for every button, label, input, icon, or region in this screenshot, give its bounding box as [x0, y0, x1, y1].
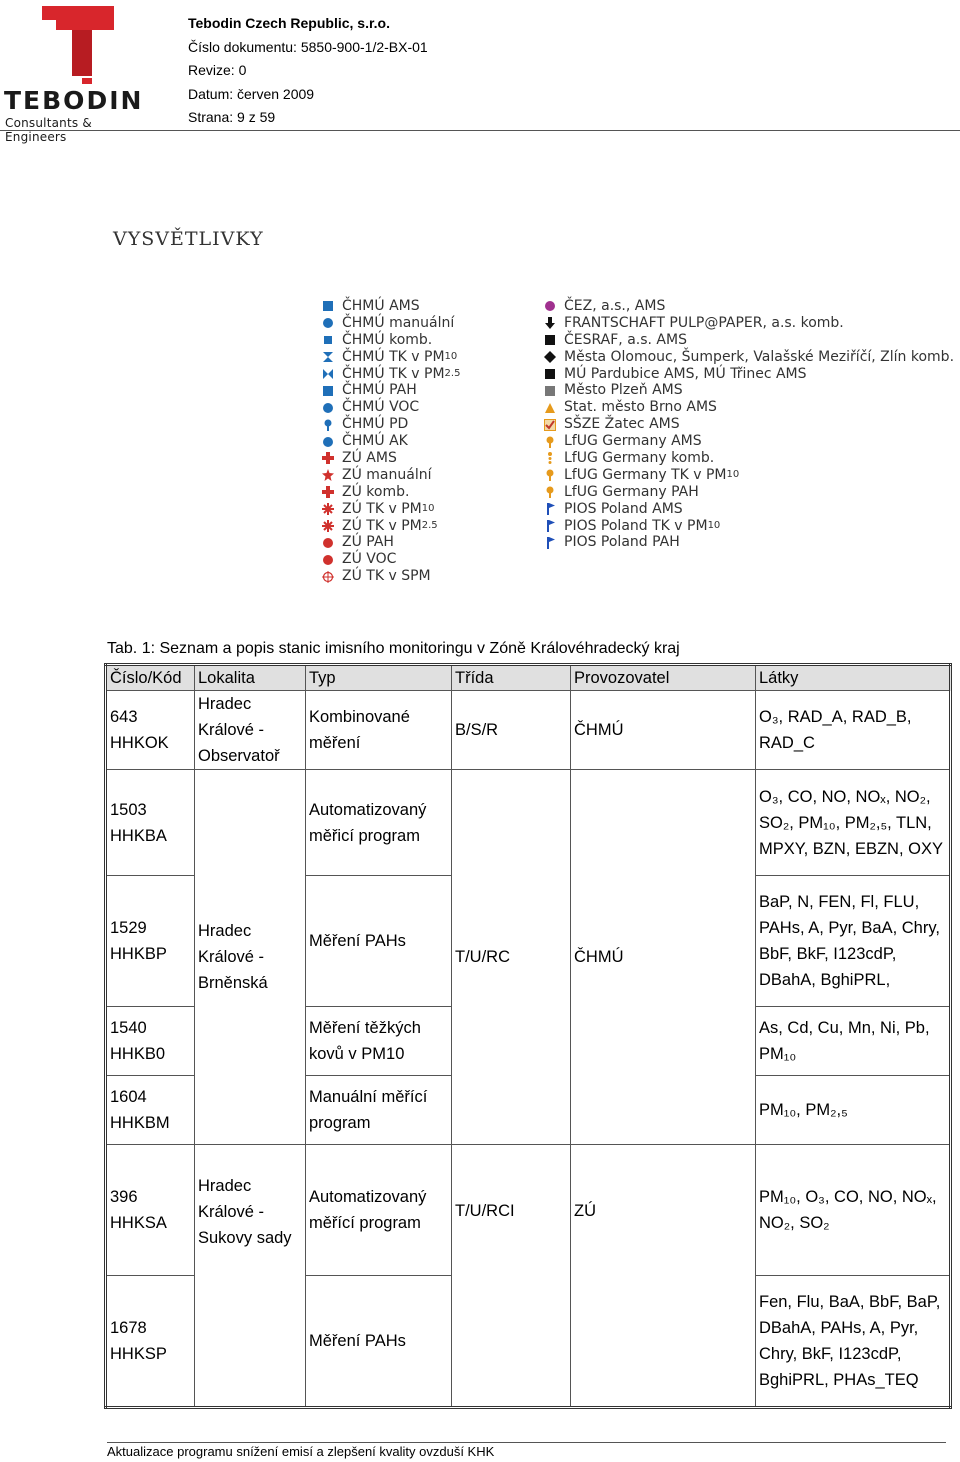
cell-code: [106, 691, 195, 770]
doc-number: Číslo dokumentu: 5850-900-1/2-BX-01: [188, 38, 428, 55]
type-line: Automatizovaný: [309, 1188, 427, 1206]
legend-item: [322, 298, 460, 315]
station-number: 1529: [110, 919, 147, 937]
cell-class: T/U/RCI: [452, 1145, 571, 1408]
header-cell-code: Číslo/Kód: [106, 665, 195, 691]
cell-substances: O₃, CO, NO, NOₓ, NO₂, SO₂, PM₁₀, PM₂,₅, TLN, MPXY, BZN, EBZN, OXY: [756, 770, 951, 876]
legend-label: PIOS Poland TK v PM: [564, 517, 708, 534]
cell-operator: ČHMÚ: [571, 691, 756, 770]
legend-item: [322, 484, 460, 501]
cell-type: [306, 770, 452, 876]
locality-line: Observatoř: [198, 747, 280, 765]
blue-flag-icon: [544, 520, 556, 532]
legend-item: [544, 518, 954, 535]
legend-label: Město Plzeň AMS: [564, 382, 683, 399]
red-cross-icon: [322, 486, 334, 498]
legend-label: ČHMÚ manuální: [342, 314, 455, 331]
legend-item: [322, 399, 460, 416]
station-table: [104, 663, 952, 1409]
black-square-icon: [544, 334, 556, 346]
document-header-info: [188, 12, 428, 130]
legend-label: FRANTSCHAFT PULP@PAPER, a.s. komb.: [564, 314, 844, 331]
legend-label: ČHMÚ PAH: [342, 382, 417, 399]
legend-label: Města Olomouc, Šumperk, Valašské Meziříčí, Zlín komb.: [564, 348, 955, 365]
logo-tagline: Consultants & Engineers: [5, 116, 92, 144]
legend-label: ZÚ VOC: [342, 551, 397, 568]
red-star-icon: [322, 469, 334, 481]
type-line: Manuální měřící: [309, 1088, 428, 1106]
legend-label-subscript: 10: [707, 519, 721, 531]
legend-label-subscript: 2.5: [444, 367, 461, 379]
legend-label-subscript: 10: [726, 468, 740, 480]
cell-type: [306, 1076, 452, 1145]
cell-operator: ZÚ: [571, 1145, 756, 1408]
doc-date: Datum: červen 2009: [188, 85, 315, 102]
blue-hourglass-icon: [322, 351, 334, 363]
legend-item: [322, 467, 460, 484]
legend-item: [544, 366, 954, 383]
legend-item: [544, 416, 954, 433]
blue-square-icon: [322, 385, 334, 397]
blue-small-square-icon: [322, 334, 334, 346]
locality-line: Hradec: [198, 695, 252, 713]
legend-label: LfUG Germany AMS: [564, 433, 702, 450]
tebodin-t-mark-icon: [42, 6, 114, 84]
type-line: měřící program: [309, 1214, 421, 1232]
black-down-arrow-icon: [544, 317, 556, 329]
locality-line: Hradec: [198, 922, 252, 940]
legend-label-subscript: 10: [444, 350, 458, 362]
locality-line: Králové -: [198, 1203, 265, 1221]
gray-square-icon: [544, 385, 556, 397]
legend-label: ČHMÚ TK v PM: [342, 348, 445, 365]
legend-item: [544, 501, 954, 518]
station-code: HHKSA: [110, 1214, 167, 1232]
table-row: [106, 1145, 951, 1276]
station-code: HHKBM: [110, 1114, 170, 1132]
legend-item: [322, 551, 460, 568]
cell-code: [106, 1007, 195, 1076]
company-name: Tebodin Czech Republic, s.r.o.: [188, 15, 390, 31]
station-number: 1540: [110, 1019, 147, 1037]
legend-label: ZÚ TK v SPM: [342, 568, 431, 585]
legend-column-right: [544, 298, 954, 551]
header-cell-substances: Látky: [756, 665, 951, 691]
cell-type: [306, 1145, 452, 1276]
legend-label: PIOS Poland PAH: [564, 534, 680, 551]
legend-item: [322, 433, 460, 450]
legend-label: ČHMÚ AK: [342, 433, 408, 450]
legend-item: [322, 416, 460, 433]
station-code: HHKB0: [110, 1045, 166, 1063]
cell-locality: [195, 770, 306, 1145]
purple-circle-icon: [544, 300, 556, 312]
cell-type: [306, 691, 452, 770]
orange-dots-icon: [544, 452, 556, 464]
cell-operator: ČHMÚ: [571, 770, 756, 1145]
red-asterisk-icon: [322, 503, 334, 515]
legend-item: [544, 382, 954, 399]
cell-code: [106, 1076, 195, 1145]
legend-item: [544, 534, 954, 551]
page-number: Strana: 9 z 59: [188, 109, 276, 125]
legend-item: [544, 332, 954, 349]
legend-label: ZÚ PAH: [342, 534, 394, 551]
type-line: Měření těžkých: [309, 1019, 421, 1037]
table-caption: Tab. 1: Seznam a popis stanic imisního monitoringu v Zóně Královéhradecký kraj: [107, 640, 680, 657]
legend-item: [322, 332, 460, 349]
cell-substances: PM₁₀, PM₂,₅: [756, 1076, 951, 1145]
red-circle-icon: [322, 537, 334, 549]
blue-pin-icon: [322, 419, 334, 431]
blue-flag-icon: [544, 503, 556, 515]
legend-label: ČEZ, a.s., AMS: [564, 298, 666, 314]
header-cell-locality: Lokalita: [195, 665, 306, 691]
cell-substances: PM₁₀, O₃, CO, NO, NOₓ, NO₂, SO₂: [756, 1145, 951, 1276]
logo-brand-text: TEBODIN: [4, 86, 144, 115]
orange-check-icon: [544, 419, 556, 431]
legend-item: [322, 450, 460, 467]
locality-line: Králové -: [198, 948, 265, 966]
cell-locality: [195, 1145, 306, 1408]
orange-pin-icon: [544, 436, 556, 448]
cell-code: [106, 1276, 195, 1408]
black-diamond-icon: [544, 351, 556, 363]
cell-type: Měření PAHs: [306, 876, 452, 1007]
locality-line: Sukovy sady: [198, 1229, 292, 1247]
cell-type: [306, 1007, 452, 1076]
station-code: HHKOK: [110, 734, 169, 752]
legend-item: [322, 568, 460, 585]
cell-class: T/U/RC: [452, 770, 571, 1145]
blue-circle-icon: [322, 402, 334, 414]
legend-label: LfUG Germany TK v PM: [564, 466, 727, 483]
legend-label-subscript: 10: [421, 502, 435, 514]
legend-label: MÚ Pardubice AMS, MÚ Třinec AMS: [564, 365, 807, 382]
station-number: 1604: [110, 1088, 147, 1106]
page-footer: Aktualizace programu snížení emisí a zlepšení kvality ovzduší KHK: [107, 1444, 495, 1459]
legend-label: ČHMÚ VOC: [342, 399, 420, 416]
legend-label: ZÚ manuální: [342, 466, 432, 483]
revision: Revize: 0: [188, 62, 247, 78]
table-row: [106, 770, 951, 876]
legend-column-left: [322, 298, 460, 585]
legend-item: [544, 433, 954, 450]
cell-substances: BaP, N, FEN, Fl, FLU, PAHs, A, Pyr, BaA, Chry, BbF, BkF, I123cdP, DBahA, BghiPRL,: [756, 876, 951, 1007]
station-code: HHKBP: [110, 945, 167, 963]
legend-item: [544, 467, 954, 484]
type-line: kovů v PM10: [309, 1045, 405, 1063]
red-crosshair-icon: [322, 571, 334, 583]
cell-substances: O₃, RAD_A, RAD_B, RAD_C: [756, 691, 951, 770]
station-number: 643: [110, 708, 138, 726]
orange-triangle-icon: [544, 402, 556, 414]
table-header-row: [106, 665, 951, 691]
blue-circle-icon: [322, 317, 334, 329]
cell-substances: Fen, Flu, BaA, BbF, BaP, DBahA, PAHs, A, Pyr, Chry, BkF, I123cdP, BghiPRL, PHAs_TEQ: [756, 1276, 951, 1408]
legend-item: [322, 518, 460, 535]
header-divider: [0, 130, 960, 131]
legend-item: [544, 484, 954, 501]
station-number: 1503: [110, 800, 147, 819]
cell-substances: As, Cd, Cu, Mn, Ni, Pb, PM₁₀: [756, 1007, 951, 1076]
table-row: [106, 691, 951, 770]
legend-label: Stat. město Brno AMS: [564, 399, 717, 416]
cell-code: [106, 770, 195, 876]
header-cell-type: Typ: [306, 665, 452, 691]
legend-item: [322, 366, 460, 383]
blue-square-icon: [322, 300, 334, 312]
locality-line: Králové -: [198, 721, 265, 739]
legend-item: [322, 501, 460, 518]
legend-item: [322, 315, 460, 332]
legend-label: LfUG Germany PAH: [564, 483, 699, 500]
cell-type: Měření PAHs: [306, 1276, 452, 1408]
legend-label: ZÚ komb.: [342, 483, 410, 500]
legend-label-subscript: 2.5: [421, 519, 438, 531]
station-number: 1678: [110, 1319, 147, 1337]
legend-item: [322, 534, 460, 551]
red-circle-icon: [322, 554, 334, 566]
legend-item: [544, 298, 954, 315]
tebodin-logo: [4, 6, 154, 144]
legend-label: ČHMÚ AMS: [342, 298, 420, 314]
legend-item: [322, 382, 460, 399]
station-number: 396: [110, 1188, 138, 1206]
legend-label: ČHMÚ PD: [342, 416, 409, 433]
legend-label: ZÚ AMS: [342, 450, 397, 467]
legend-item: [544, 315, 954, 332]
legend-label: ZÚ TK v PM: [342, 500, 422, 517]
legend-item: [544, 399, 954, 416]
locality-line: Brněnská: [198, 974, 268, 992]
footer-divider: [107, 1442, 946, 1443]
type-line: Automatizovaný: [309, 800, 427, 819]
red-asterisk-icon: [322, 520, 334, 532]
legend-label: LfUG Germany komb.: [564, 450, 715, 467]
header-cell-class: Třída: [452, 665, 571, 691]
legend-label: SŠZE Žatec AMS: [564, 416, 680, 433]
type-line: měřicí program: [309, 826, 420, 845]
legend-label: ČHMÚ komb.: [342, 331, 433, 348]
blue-flag-icon: [544, 537, 556, 549]
locality-line: Hradec: [198, 1177, 252, 1195]
blue-bowtie-icon: [322, 368, 334, 380]
legend-label: ZÚ TK v PM: [342, 517, 422, 534]
legend-label: ČHMÚ TK v PM: [342, 365, 445, 382]
cell-code: [106, 1145, 195, 1276]
type-line: Kombinované: [309, 708, 410, 726]
header-cell-operator: Provozovatel: [571, 665, 756, 691]
legend-item: [322, 349, 460, 366]
cell-code: [106, 876, 195, 1007]
blue-circle-icon: [322, 436, 334, 448]
legend-label: PIOS Poland AMS: [564, 500, 683, 517]
type-line: měření: [309, 734, 361, 752]
station-code: HHKBA: [110, 826, 167, 845]
legend-title: VYSVĚTLIVKY: [113, 228, 264, 250]
black-square-icon: [544, 368, 556, 380]
type-line: program: [309, 1114, 371, 1132]
legend-item: [544, 450, 954, 467]
station-code: HHKSP: [110, 1345, 167, 1363]
cell-locality: [195, 691, 306, 770]
legend-label: ČESRAF, a.s. AMS: [564, 331, 687, 348]
cell-class: B/S/R: [452, 691, 571, 770]
red-cross-icon: [322, 452, 334, 464]
orange-pin-icon: [544, 486, 556, 498]
orange-pin-icon: [544, 469, 556, 481]
legend-item: [544, 349, 954, 366]
